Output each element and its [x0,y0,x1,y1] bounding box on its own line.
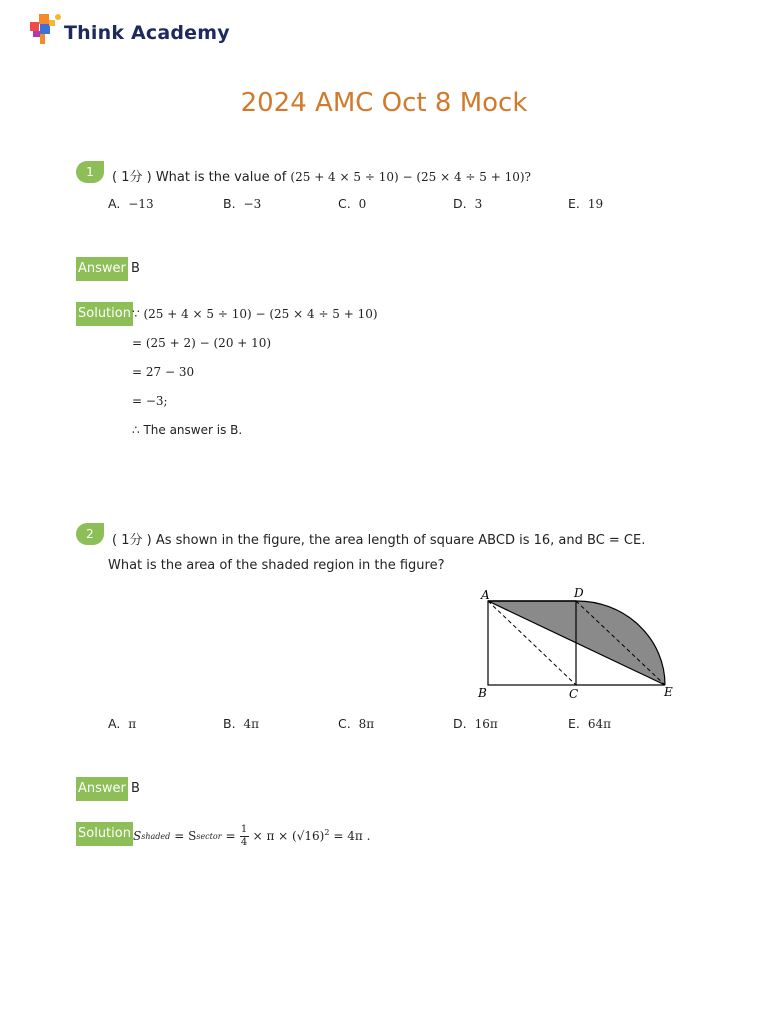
logo-mark-icon [28,12,64,54]
solution-tag: Solution [76,822,133,846]
question-2-text-line2: What is the area of the shaded region in the figure? [108,558,445,573]
question-number-badge: 2 [76,523,104,545]
answer-value: B [131,261,140,276]
question-prompt: As shown in the figure, the area length of square ABCD is 16, and BC = CE. [155,533,646,548]
question-points: ( 1分 ) [112,533,152,548]
label-e: E [664,685,673,699]
answer-tag: Answer [76,257,128,281]
solution-line: = 27 − 30 [132,365,195,379]
solution-conclusion: ∴ The answer is B. [132,423,243,437]
geometry-figure [474,585,684,703]
choice-c[interactable]: C. 0 [338,196,367,211]
choice-d[interactable]: D. 16π [453,716,498,731]
logo-text: Think Academy [64,22,230,44]
label-d: D [574,586,584,600]
fraction: $\frac{1}{4}$ [240,823,248,848]
question-number-badge: 1 [76,161,104,183]
question-points: ( 1分 ) [112,170,152,185]
choice-d[interactable]: D. 3 [453,196,483,211]
question-prompt: What is the value of [155,170,287,185]
question-2-text [112,529,645,548]
choice-c[interactable]: C. 8π [338,716,375,731]
label-a: A [481,588,490,602]
choice-b[interactable]: B. −3 [223,196,262,211]
answer-tag: Answer [76,777,128,801]
question-expression: (25 + 4 × 5 ÷ 10) − (25 × 4 ÷ 5 + 10)? [290,170,531,184]
choice-e[interactable]: E. 19 [568,196,604,211]
solution-tag: Solution [76,302,133,326]
label-b: B [478,686,487,700]
solution-line: = −3; [132,394,168,408]
choice-e[interactable]: E. 64π [568,716,611,731]
label-c: C [569,687,579,701]
choice-a[interactable]: A. −13 [108,196,154,211]
question-1-text [112,166,531,185]
choice-b[interactable]: B. 4π [223,716,260,731]
solution-line: ∵ (25 + 4 × 5 ÷ 10) − (25 × 4 ÷ 5 + 10) [132,307,378,321]
solution-formula: S shaded = S sector = $\frac{1}{4}$ × π × (√16) $^2$ = 4π . [133,823,371,848]
page-title: 2024 AMC Oct 8 Mock [240,88,528,118]
choice-a[interactable]: A. π [108,716,137,731]
solution-line: = (25 + 2) − (20 + 10) [132,336,272,350]
answer-value: B [131,781,140,796]
